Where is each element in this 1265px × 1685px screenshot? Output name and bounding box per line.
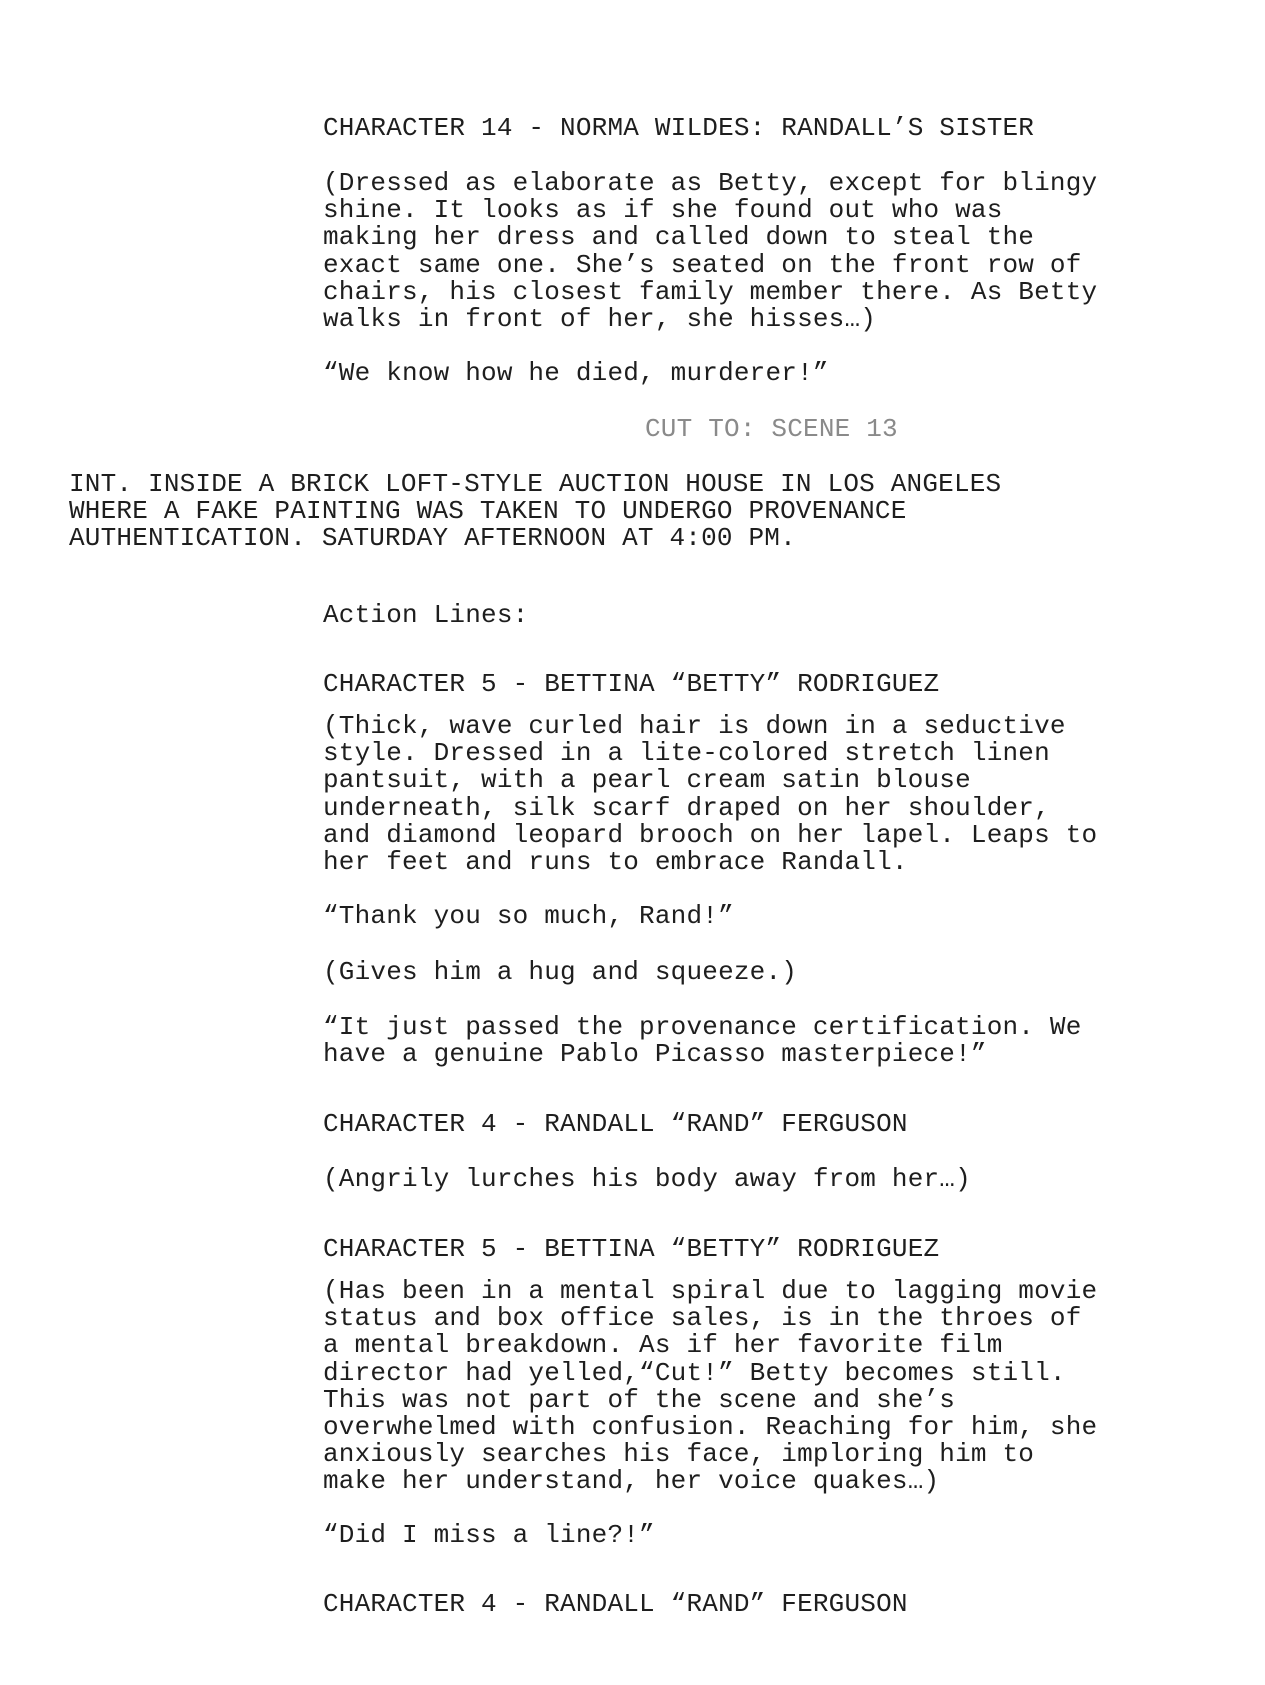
action-betty: (Gives him a hug and squeeze.)	[323, 957, 798, 987]
action-betty: (Thick, wave curled hair is down in a seductive style. Dressed in a lite-colored stretch linen pantsuit, with a pearl cream satin blouse underneath, silk scarf draped on her shoulder, and diamond leopard brooch on her lapel. Leaps to her feet and runs to embrace Randall.	[323, 711, 1098, 878]
character-header-randall: CHARACTER 4 - RANDALL “RAND” FERGUSON	[323, 1109, 908, 1139]
scene-heading: INT. INSIDE A BRICK LOFT-STYLE AUCTION HOUSE IN LOS ANGELES WHERE A FAKE PAINTING WAS TAKEN TO UNDERGO PROVENANCE AUTHENTICATION. SATURDAY AFTERNOON AT 4:00 PM.	[69, 469, 1002, 554]
dialogue-betty: “Did I miss a line?!”	[323, 1520, 655, 1550]
character-header-randall: CHARACTER 4 - RANDALL “RAND” FERGUSON	[323, 1589, 908, 1619]
dialogue-betty: “It just passed the provenance certification. We have a genuine Pablo Picasso masterpiece!”	[323, 1012, 1082, 1070]
character-header-betty: CHARACTER 5 - BETTINA “BETTY” RODRIGUEZ	[323, 1234, 940, 1264]
character-header-betty: CHARACTER 5 - BETTINA “BETTY” RODRIGUEZ	[323, 669, 940, 699]
transition-cut-to: CUT TO: SCENE 13	[645, 414, 898, 444]
action-randall: (Angrily lurches his body away from her…)	[323, 1164, 971, 1194]
action-norma: (Dressed as elaborate as Betty, except for blingy shine. It looks as if she found out who was making her dress and called down to steal the exact same one. She’s seated on the front row of chairs, his closest family member there. As Betty walks in front of her, she hisses…)	[323, 168, 1098, 335]
dialogue-norma: “We know how he died, murderer!”	[323, 358, 829, 388]
dialogue-betty: “Thank you so much, Rand!”	[323, 901, 734, 931]
action-betty: (Has been in a mental spiral due to lagging movie status and box office sales, is in the throes of a mental breakdown. As if her favorite film director had yelled,“Cut!” Betty becomes still. This was not part of the scene and she’s overwhelmed with confusion. Reaching for him, she anxiously searches his face, imploring him to make her understand, her voice quakes…)	[323, 1276, 1098, 1497]
character-header-norma: CHARACTER 14 - NORMA WILDES: RANDALL’S SISTER	[323, 113, 1035, 143]
action-lines-label: Action Lines:	[323, 600, 529, 630]
